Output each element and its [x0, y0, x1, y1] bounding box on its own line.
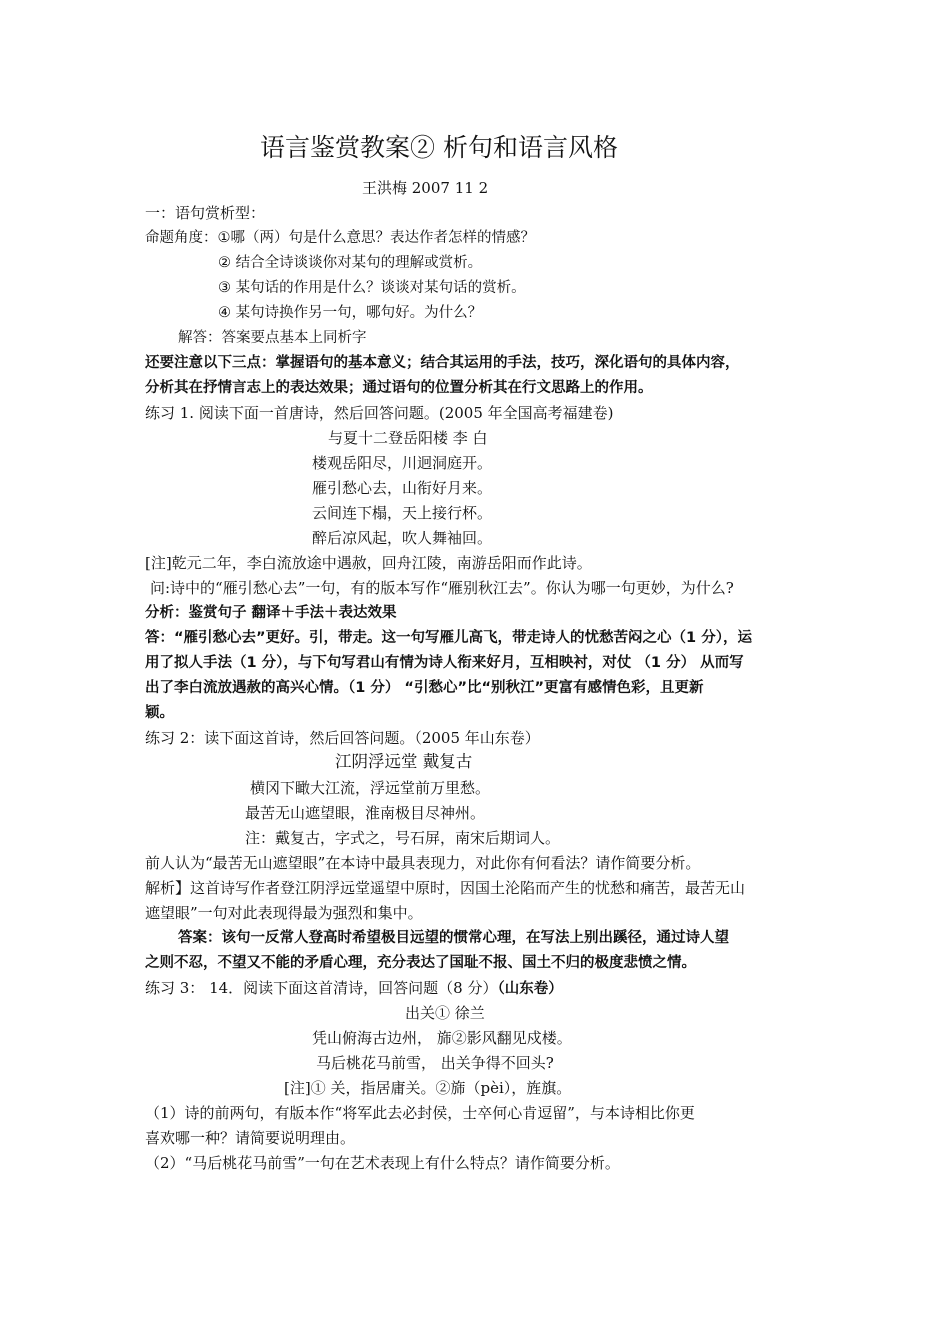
exercise-answer: 颖。: [145, 705, 174, 721]
exercise-question: 问:诗中的“雁引愁心去”一句，有的版本写作“雁别秋江去”。你认为哪一句更妙，为什么?: [150, 579, 734, 597]
poem-line: 醉后凉风起，吹人舞袖回。: [312, 529, 493, 547]
poem-line: 雁引愁心去，山衔好月来。: [312, 479, 493, 497]
question-type-4: ④ 某句诗换作另一句，哪句好。为什么？: [218, 305, 483, 321]
question-type-3: ③ 某句话的作用是什么？谈谈对某句话的赏析。: [218, 280, 526, 296]
exercise-3-heading-text: 练习 3： 14．阅读下面这首清诗，回答问题（8 分）: [145, 979, 498, 997]
exercise-answer: 出了李白流放遇赦的高兴心情。（1 分） “引愁心”比“别秋江”更富有感情色彩，且更新: [145, 680, 704, 696]
poem-line: 横冈下瞰大江流，浮远堂前万里愁。: [250, 779, 491, 797]
exercise-analysis: 遮望眼”一句对此表现得最为强烈和集中。: [145, 904, 423, 922]
poem-line: 云间连下榻，天上接行杯。: [312, 504, 493, 522]
answer-key: 解答：答案要点基本上同析字: [178, 330, 367, 346]
exercise-analysis: 分析：鉴赏句子 翻译＋手法＋表达效果: [145, 605, 397, 621]
author-line: 王洪梅 2007 11 2: [362, 179, 489, 197]
page-title: 语言鉴赏教案② 析句和语言风格: [260, 133, 618, 162]
question-type-1: 命题角度：①哪（两）句是什么意思？表达作者怎样的情感？: [145, 230, 535, 246]
exercise-analysis: 解析】这首诗写作者登江阴浮远堂遥望中原时，因国土沦陷而产生的忧愁和痛苦，最苦无山: [145, 879, 746, 897]
exercise-1-heading: 练习 1. 阅读下面一首唐诗，然后回答问题。(2005 年全国高考福建卷): [145, 404, 614, 422]
poem-note: [注]乾元二年，李白流放途中遇赦，回舟江陵，南游岳阳而作此诗。: [145, 554, 592, 572]
poem-line: 马后桃花马前雪， 出关争得不回头?: [316, 1054, 554, 1072]
poem-title: 出关① 徐兰: [405, 1004, 485, 1022]
exercise-2-heading: 练习 2：读下面这首诗，然后回答问题。（2005 年山东卷）: [145, 729, 540, 747]
exercise-answer: 答案：该句一反常人登高时希望极目远望的惯常心理，在写法上别出蹊径，通过诗人望: [178, 930, 729, 946]
notes-line: 分析其在抒情言志上的表达效果；通过语句的位置分析其在行文思路上的作用。: [145, 380, 653, 396]
poem-line: 最苦无山遮望眼，淮南极目尽神州。: [245, 804, 486, 822]
exercise-question: 前人认为“最苦无山遮望眼”在本诗中最具表现力，对此你有何看法？请作简要分析。: [145, 854, 701, 872]
notes-line: 还要注意以下三点：掌握语句的基本意义；结合其运用的手法，技巧，深化语句的具体内容，: [145, 355, 740, 371]
poem-line: 楼观岳阳尽，川迥洞庭开。: [312, 454, 493, 472]
poem-line: 凭山俯海古边州， 旆②影风翻见戍楼。: [312, 1029, 572, 1047]
exercise-3-heading: [145, 978, 563, 999]
poem-title: 江阴浮远堂 戴复古: [335, 752, 473, 771]
exercise-question: （1）诗的前两句，有版本作“将军此去必封侯，士卒何心肯逗留”，与本诗相比你更: [145, 1104, 695, 1122]
exercise-answer: 之则不忍，不望又不能的矛盾心理，充分表达了国耻不报、国土不归的极度悲愤之情。: [145, 955, 696, 971]
question-type-2: ② 结合全诗谈谈你对某句的理解或赏析。: [218, 255, 483, 271]
poem-note: 注：戴复古，字式之，号石屏，南宋后期词人。: [245, 829, 561, 847]
exercise-answer: 用了拟人手法（1 分），与下句写君山有情为诗人衔来好月，互相映衬，对仗 （1 分） 从而写: [145, 655, 744, 671]
exercise-question: （2）“马后桃花马前雪”一句在艺术表现上有什么特点？请作简要分析。: [145, 1154, 620, 1172]
section-heading: 一：语句赏析型：: [145, 204, 266, 222]
exercise-question: 喜欢哪一种？请简要说明理由。: [145, 1129, 356, 1147]
poem-note: [注]① 关，指居庸关。②旆（pèi），旌旗。: [284, 1079, 572, 1097]
exercise-3-source: （山东卷）: [497, 981, 563, 997]
poem-title: 与夏十二登岳阳楼 李 白: [328, 429, 488, 447]
exercise-answer: 答：“雁引愁心去”更好。引，带走。这一句写雁儿高飞，带走诗人的忧愁苦闷之心（1 分），运: [145, 630, 752, 646]
